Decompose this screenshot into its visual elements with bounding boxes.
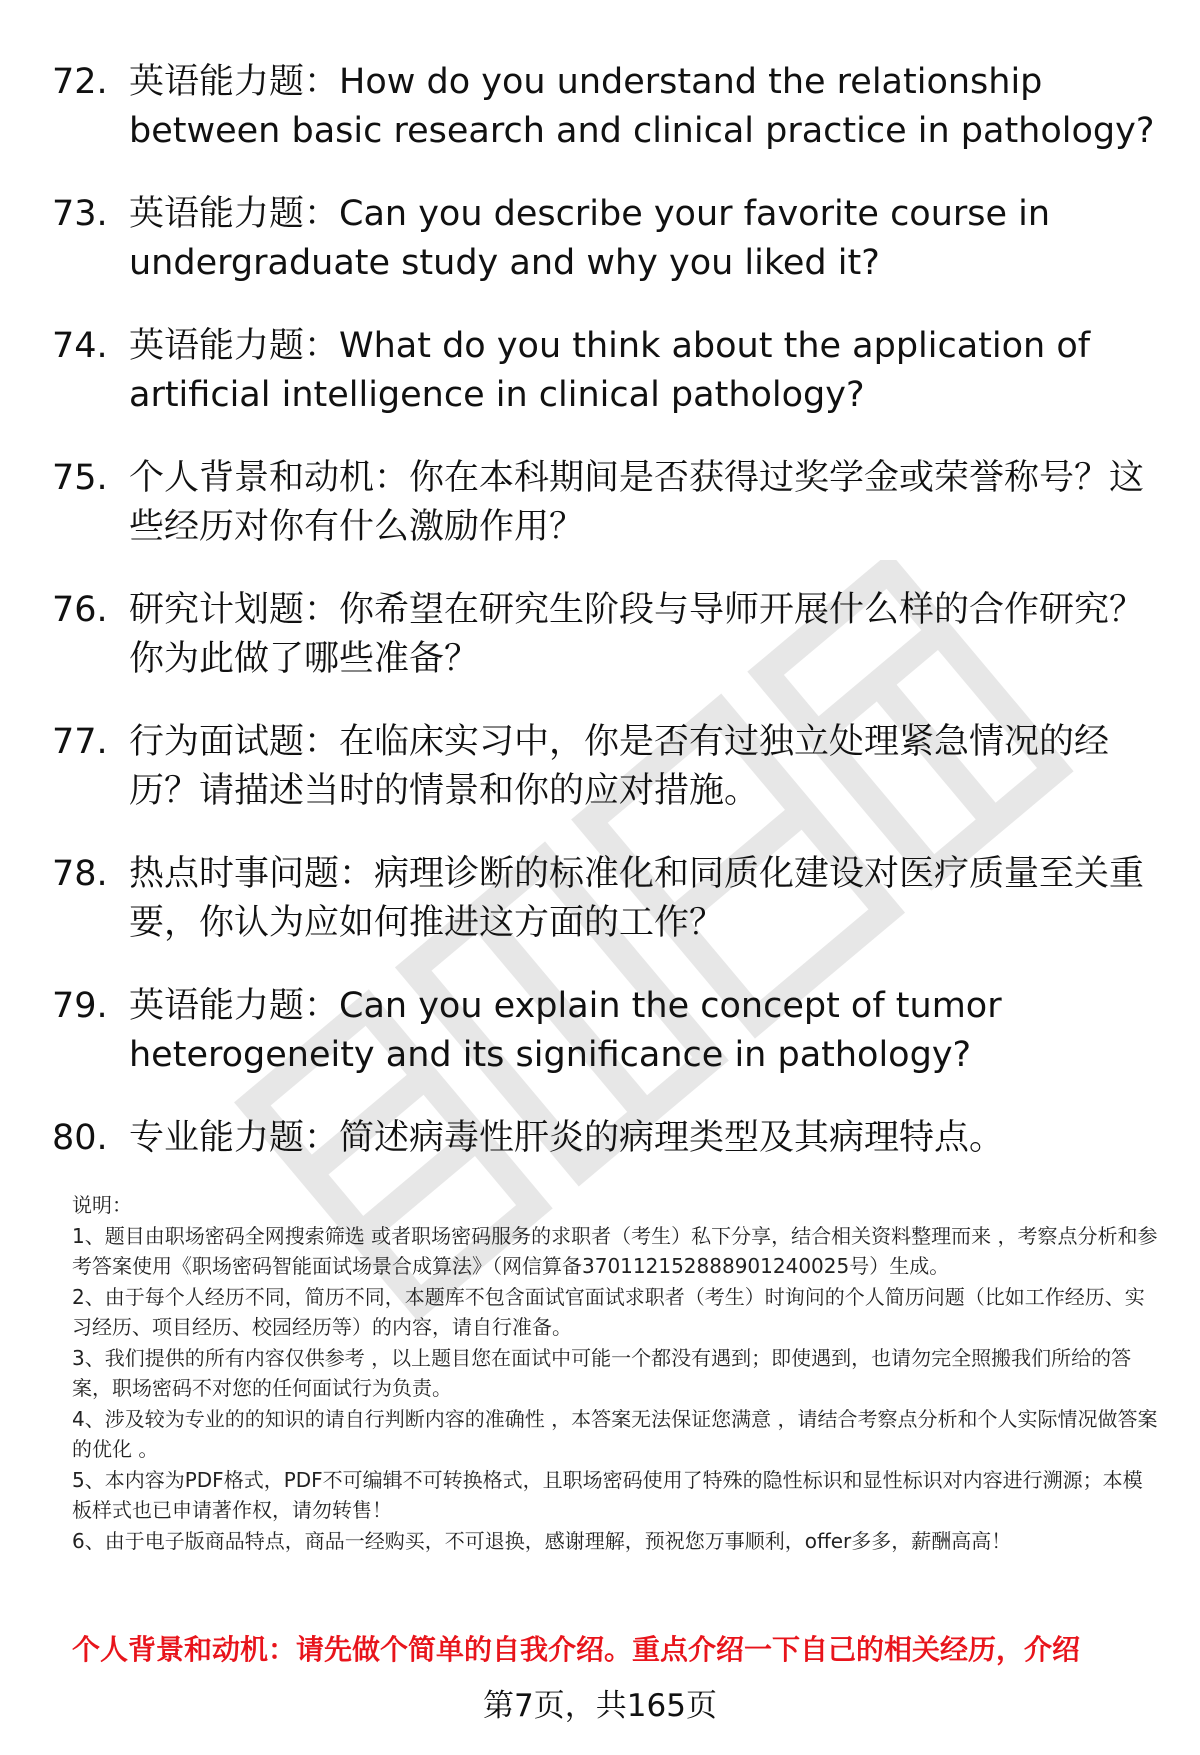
notes-section xyxy=(72,1190,1162,1556)
question-text: 英语能力题：What do you think about the application of artificial intelligence in clinical pathology? xyxy=(129,326,1091,415)
note-item: 4、涉及较为专业的的知识的请自行判断内容的准确性 ，本答案无法保证您满意 ，请结合考察点分析和个人实际情况做答案的优化 。 xyxy=(72,1406,1158,1461)
question-text: 个人背景和动机：你在本科期间是否获得过奖学金或荣誉称号？这些经历对你有什么激励作用？ xyxy=(129,458,1145,547)
notes-heading: 说明： xyxy=(72,1193,132,1217)
question-item xyxy=(52,322,1162,420)
question-text: 行为面试题：在临床实习中，你是否有过独立处理紧急情况的经历？请描述当时的情景和你的应对措施。 xyxy=(129,722,1110,811)
question-item xyxy=(52,850,1162,948)
question-item xyxy=(52,1114,1162,1163)
question-text: 英语能力题：How do you understand the relationship between basic research and clinical practice in pathology? xyxy=(129,62,1155,151)
question-number: 80. xyxy=(52,1118,108,1158)
question-item xyxy=(52,58,1162,156)
question-number: 74. xyxy=(52,326,108,366)
question-item xyxy=(52,454,1162,552)
note-item: 6、由于电子版商品特点，商品一经购买，不可退换，感谢理解，预祝您万事顺利，offer多多，薪酬高高！ xyxy=(72,1528,1012,1553)
question-text: 专业能力题：简述病毒性肝炎的病理类型及其病理特点。 xyxy=(129,1118,1005,1158)
question-item xyxy=(52,982,1162,1080)
question-number: 75. xyxy=(52,458,108,498)
page-number: 第7页，共165页 xyxy=(483,1688,717,1724)
question-text: 英语能力题：Can you describe your favorite course in undergraduate study and why you liked it? xyxy=(129,194,1051,283)
question-number: 76. xyxy=(52,590,108,630)
note-item: 1、题目由职场密码全网搜索筛选 或者职场密码服务的求职者（考生）私下分享，结合相关资料整理而来 ，考察点分析和参考答案使用《职场密码智能面试场景合成算法》（网信算备370112152888901240025号）生成。 xyxy=(72,1223,1158,1278)
note-item: 5、本内容为PDF格式，PDF不可编辑不可转换格式，且职场密码使用了特殊的隐性标识和显性标识对内容进行溯源；本模板样式也已申请著作权，请勿转售！ xyxy=(72,1467,1143,1522)
question-number: 79. xyxy=(52,986,108,1026)
question-text: 研究计划题：你希望在研究生阶段与导师开展什么样的合作研究？你为此做了哪些准备？ xyxy=(129,590,1145,679)
question-number: 73. xyxy=(52,194,108,234)
next-question-highlight: 个人背景和动机：请先做个简单的自我介绍。重点介绍一下自己的相关经历，介绍 xyxy=(72,1633,1081,1666)
question-item xyxy=(52,190,1162,288)
note-item: 2、由于每个人经历不同，简历不同，本题库不包含面试官面试求职者（考生）时询问的个人简历问题（比如工作经历、实习经历、项目经历、校园经历等）的内容，请自行准备。 xyxy=(72,1284,1145,1339)
question-item xyxy=(52,586,1162,684)
question-number: 72. xyxy=(52,62,108,102)
question-text: 热点时事问题：病理诊断的标准化和同质化建设对医疗质量至关重要，你认为应如何推进这方面的工作？ xyxy=(129,854,1145,943)
question-list xyxy=(52,58,1162,1197)
question-item xyxy=(52,718,1162,816)
question-number: 78. xyxy=(52,854,108,894)
note-item: 3、我们提供的所有内容仅供参考 ，以上题目您在面试中可能一个都没有遇到；即使遇到，也请勿完全照搬我们所给的答案，职场密码不对您的任何面试行为负责。 xyxy=(72,1345,1132,1400)
question-number: 77. xyxy=(52,722,108,762)
question-text: 英语能力题：Can you explain the concept of tumor heterogeneity and its significance in pathology? xyxy=(129,986,1002,1075)
